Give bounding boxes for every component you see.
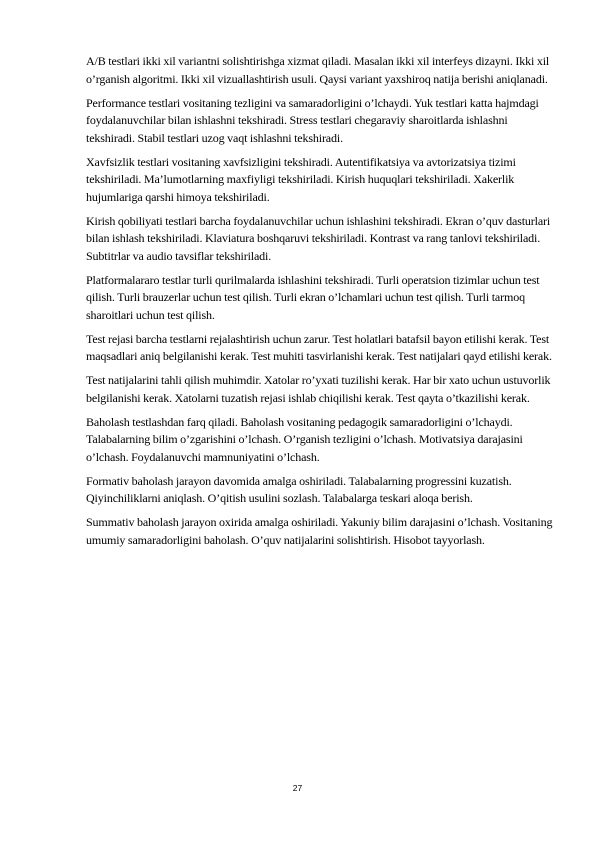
paragraph-ab-tests: A/B testlari ikki xil variantni solishtirishga xizmat qiladi. Masalan ikki xil interfeys dizayni. Ikki xil o’rganish algoritmi. Ikki xil vizuallashtirish usuli. Qaysi variant yaxshiroq natija berishi aniqlanadi. — [86, 54, 550, 86]
page-number: 27 — [292, 783, 303, 793]
paragraph-summative-evaluation: Summativ baholash jarayon oxirida amalga oshiriladi. Yakuniy bilim darajasini o’lchash. Vositaning umumiy samaradorligini baholash. O’quv natijalarini solishtirish. Hisobot tayyorlash. — [86, 515, 553, 547]
paragraph-formative-evaluation: Formativ baholash jarayon davomida amalga oshiriladi. Talabalarning progressini kuzatish. Qiyinchiliklarni aniqlash. O’qitish usulini sozlash. Talabalarga teskari aloqa berish. — [86, 473, 512, 505]
paragraph-test-plan: Test rejasi barcha testlarni rejalashtirish uchun zarur. Test holatlari batafsil bayon etilishi kerak. Test maqsadlari aniq belgilanishi kerak. Test muhiti tasvirlanishi kerak. Test natijalari qayd etilishi kerak. — [86, 331, 552, 363]
paragraph-accessibility-tests: Kirish qobiliyati testlari barcha foydalanuvchilar uchun ishlashini tekshiradi. Ekran o’quv dasturlari bilan ishlash tekshiriladi. Klaviatura boshqaruvi tekshiriladi. Kontrast va rang tanlovi tekshiriladi. Subtitrlar va audio tavsiflar tekshiriladi. — [86, 213, 551, 263]
page-body — [86, 53, 554, 556]
paragraph-security-tests: Xavfsizlik testlari vositaning xavfsizligini tekshiradi. Autentifikatsiya va avtorizatsiya tizimi tekshiriladi. Ma’lumotlarning maxfiyligi tekshiriladi. Kirish huquqlari tekshiriladi. Xakerlik hujumlariga qarshi himoya tekshiriladi. — [86, 154, 516, 204]
paragraph-performance-tests: Performance testlari vositaning tezligini va samaradorligini o’lchaydi. Yuk testlari katta hajmdagi foydalanuvchilar bilan ishlashni tekshiradi. Stress testlari chegaraviy sharoitlarda ishlashni tekshiradi. Stabil testlari uzog vaqt ishlashni tekshiradi. — [86, 95, 539, 145]
paragraph-evaluation: Baholash testlashdan farq qiladi. Baholash vositaning pedagogik samaradorligini o’lchaydi. Talabalarning bilim o’zgarishini o’lchash. O’rganish tezligini o’lchash. Motivatsiya darajasini o’lchash. Foydalanuvchi mamnuniyatini o’lchash. — [86, 414, 523, 464]
paragraph-cross-platform-tests: Platformalararo testlar turli qurilmalarda ishlashini tekshiradi. Turli operatsion tizimlar uchun test qilish. Turli brauzerlar uchun test qilish. Turli ekran o’lchamlari uchun test qilish. Turli tarmoq sharoitlari uchun test qilish. — [86, 272, 540, 322]
paragraph-test-results: Test natijalarini tahli qilish muhimdir. Xatolar ro’yxati tuzilishi kerak. Har bir xato uchun ustuvorlik belgilanishi kerak. Xatolarni tuzatish rejasi ishlab chiqilishi kerak. Test qayta o’tkazilishi kerak. — [86, 373, 551, 405]
